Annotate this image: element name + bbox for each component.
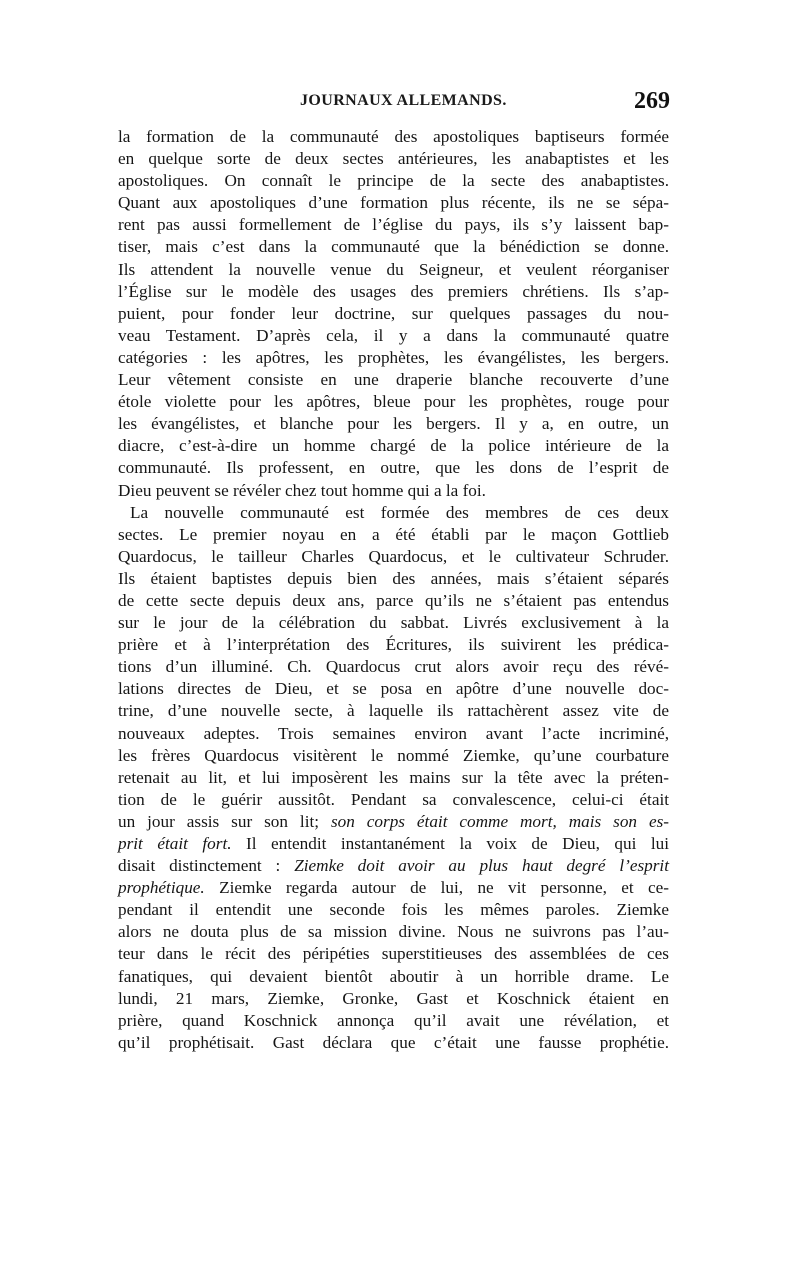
text-segment: les frères Quardocus visitèrent le nommé Ziemke, qu’une courbature <box>118 745 669 765</box>
text-segment: prière et à l’interprétation des Écritures, ils suivirent les prédica- <box>118 635 669 655</box>
text-segment: en quelque sorte de deux sectes antérieures, les anabaptistes et les <box>118 149 669 169</box>
text-line <box>118 192 669 214</box>
text-line <box>118 502 669 524</box>
text-line <box>118 126 669 148</box>
text-segment: La nouvelle communauté est formée des membres de ces deux <box>130 502 669 522</box>
text-line <box>118 148 669 170</box>
text-segment: teur dans le récit des péripéties superstitieuses des assemblées de ces <box>118 944 669 964</box>
text-segment: Ils étaient baptistes depuis bien des années, mais s’étaient séparés <box>118 568 669 588</box>
text-line <box>118 855 669 877</box>
text-segment: tion de le guérir aussitôt. Pendant sa convalescence, celui-ci était <box>118 789 669 809</box>
text-segment: alors ne douta plus de sa mission divine. Nous ne suivrons pas l’au- <box>118 922 669 942</box>
text-line <box>118 943 669 965</box>
text-segment: catégories : les apôtres, les prophètes, les évangélistes, les bergers. <box>118 347 669 367</box>
text-line <box>118 303 669 325</box>
text-line <box>118 656 669 678</box>
text-segment: Il entendit instantanément la voix de Dieu, qui lui <box>231 834 669 853</box>
text-line <box>118 524 669 546</box>
text-segment: apostoliques. On connaît le principe de la secte des anabaptistes. <box>118 171 669 191</box>
text-line <box>118 988 669 1010</box>
text-segment: disait distinctement : <box>118 856 295 876</box>
text-segment: tions d’un illuminé. Ch. Quardocus crut alors avoir reçu des révé- <box>118 657 669 677</box>
text-line <box>118 568 669 590</box>
running-head <box>130 88 670 118</box>
text-segment: Leur vêtement consiste en une draperie blanche recouverte d’une <box>118 370 669 390</box>
text-segment: sectes. Le premier noyau en a été établi par le maçon Gottlieb <box>118 524 669 544</box>
text-line <box>118 435 669 457</box>
text-line <box>118 877 669 899</box>
italic-text-segment: Ziemke doit avoir au plus haut degré l’esprit <box>294 856 669 876</box>
italic-text-segment: prit était fort. <box>118 834 232 853</box>
text-line <box>118 281 669 303</box>
text-line <box>118 899 669 921</box>
text-segment: la formation de la communauté des apostoliques baptiseurs formée <box>118 127 669 146</box>
text-line <box>118 480 669 502</box>
text-line <box>118 678 669 700</box>
text-segment: Quant aux apostoliques d’une formation plus récente, ils ne se sépa- <box>118 193 669 213</box>
text-segment: diacre, c’est-à-dire un homme chargé de la police intérieure de la <box>118 436 669 456</box>
text-line <box>118 833 669 855</box>
text-line <box>118 921 669 943</box>
text-segment: lundi, 21 mars, Ziemke, Gronke, Gast et Koschnick étaient en <box>118 988 669 1008</box>
text-segment: trine, d’une nouvelle secte, à laquelle ils rattachèrent assez vite de <box>118 701 669 721</box>
text-segment: Ils attendent la nouvelle venue du Seigneur, et veulent réorganiser <box>118 259 669 279</box>
text-segment: Quardocus, le tailleur Charles Quardocus, et le cultivateur Schruder. <box>118 546 669 566</box>
text-segment: l’Église sur le modèle des usages des premiers chrétiens. Ils s’ap- <box>118 281 669 301</box>
text-segment: rent pas aussi formellement de l’église du pays, ils s’y laissent bap- <box>118 215 669 235</box>
text-segment: lations directes de Dieu, et se posa en apôtre d’une nouvelle doc- <box>118 679 669 699</box>
text-line <box>118 236 669 258</box>
text-segment: qu’il prophétisait. Gast déclara que c’était une fausse prophétie. <box>118 1032 669 1052</box>
body-text <box>118 126 669 1054</box>
text-segment: veau Testament. D’après cela, il y a dans la communauté quatre <box>118 325 669 345</box>
text-line <box>118 214 669 236</box>
text-line <box>118 546 669 568</box>
text-segment: retenait au lit, et lui imposèrent les mains sur la tête avec la préten- <box>118 767 669 787</box>
page-number: 269 <box>634 88 670 114</box>
text-line <box>118 413 669 435</box>
text-line <box>118 966 669 988</box>
italic-text-segment: son corps était comme mort, mais son es- <box>330 811 669 831</box>
text-line <box>118 634 669 656</box>
text-line <box>118 811 669 833</box>
text-segment: fanatiques, qui devaient bientôt aboutir à un horrible drame. Le <box>118 966 669 986</box>
text-line <box>118 700 669 722</box>
text-line <box>118 1010 669 1032</box>
text-segment: pendant il entendit une seconde fois les mêmes paroles. Ziemke <box>118 900 669 920</box>
text-line <box>118 259 669 281</box>
text-segment: de cette secte depuis deux ans, parce qu’ils ne s’étaient pas entendus <box>118 590 669 610</box>
text-line <box>118 767 669 789</box>
text-line <box>118 325 669 347</box>
text-segment: Ziemke regarda autour de lui, ne vit personne, et ce- <box>204 878 669 898</box>
text-segment: tiser, mais c’est dans la communauté que la bénédiction se donne. <box>118 237 669 257</box>
text-line <box>118 170 669 192</box>
text-line <box>118 789 669 811</box>
text-line <box>118 590 669 612</box>
text-line <box>118 457 669 479</box>
text-segment: puient, pour fonder leur doctrine, sur quelques passages du nou- <box>118 303 669 323</box>
text-line <box>118 347 669 369</box>
text-segment: un jour assis sur son lit; <box>118 811 331 831</box>
text-line <box>118 391 669 413</box>
text-segment: communauté. Ils professent, en outre, que les dons de l’esprit de <box>118 458 669 478</box>
text-segment: étole violette pour les apôtres, bleue pour les prophètes, rouge pour <box>118 392 669 412</box>
text-segment: les évangélistes, et blanche pour les bergers. Il y a, en outre, un <box>118 414 669 434</box>
text-line <box>118 369 669 391</box>
text-line <box>118 612 669 634</box>
text-segment: Dieu peuvent se révéler chez tout homme qui a la foi. <box>118 480 486 500</box>
text-segment: sur le jour de la célébration du sabbat. Livrés exclusivement à la <box>118 613 669 633</box>
text-line <box>118 745 669 767</box>
italic-text-segment: prophétique. <box>118 878 205 898</box>
text-segment: prière, quand Koschnick annonça qu’il avait une révélation, et <box>118 1010 669 1030</box>
text-line <box>118 1032 669 1054</box>
text-line <box>118 723 669 745</box>
text-segment: nouveaux adeptes. Trois semaines environ avant l’acte incriminé, <box>118 723 669 743</box>
running-title: JOURNAUX ALLEMANDS. <box>300 92 507 109</box>
